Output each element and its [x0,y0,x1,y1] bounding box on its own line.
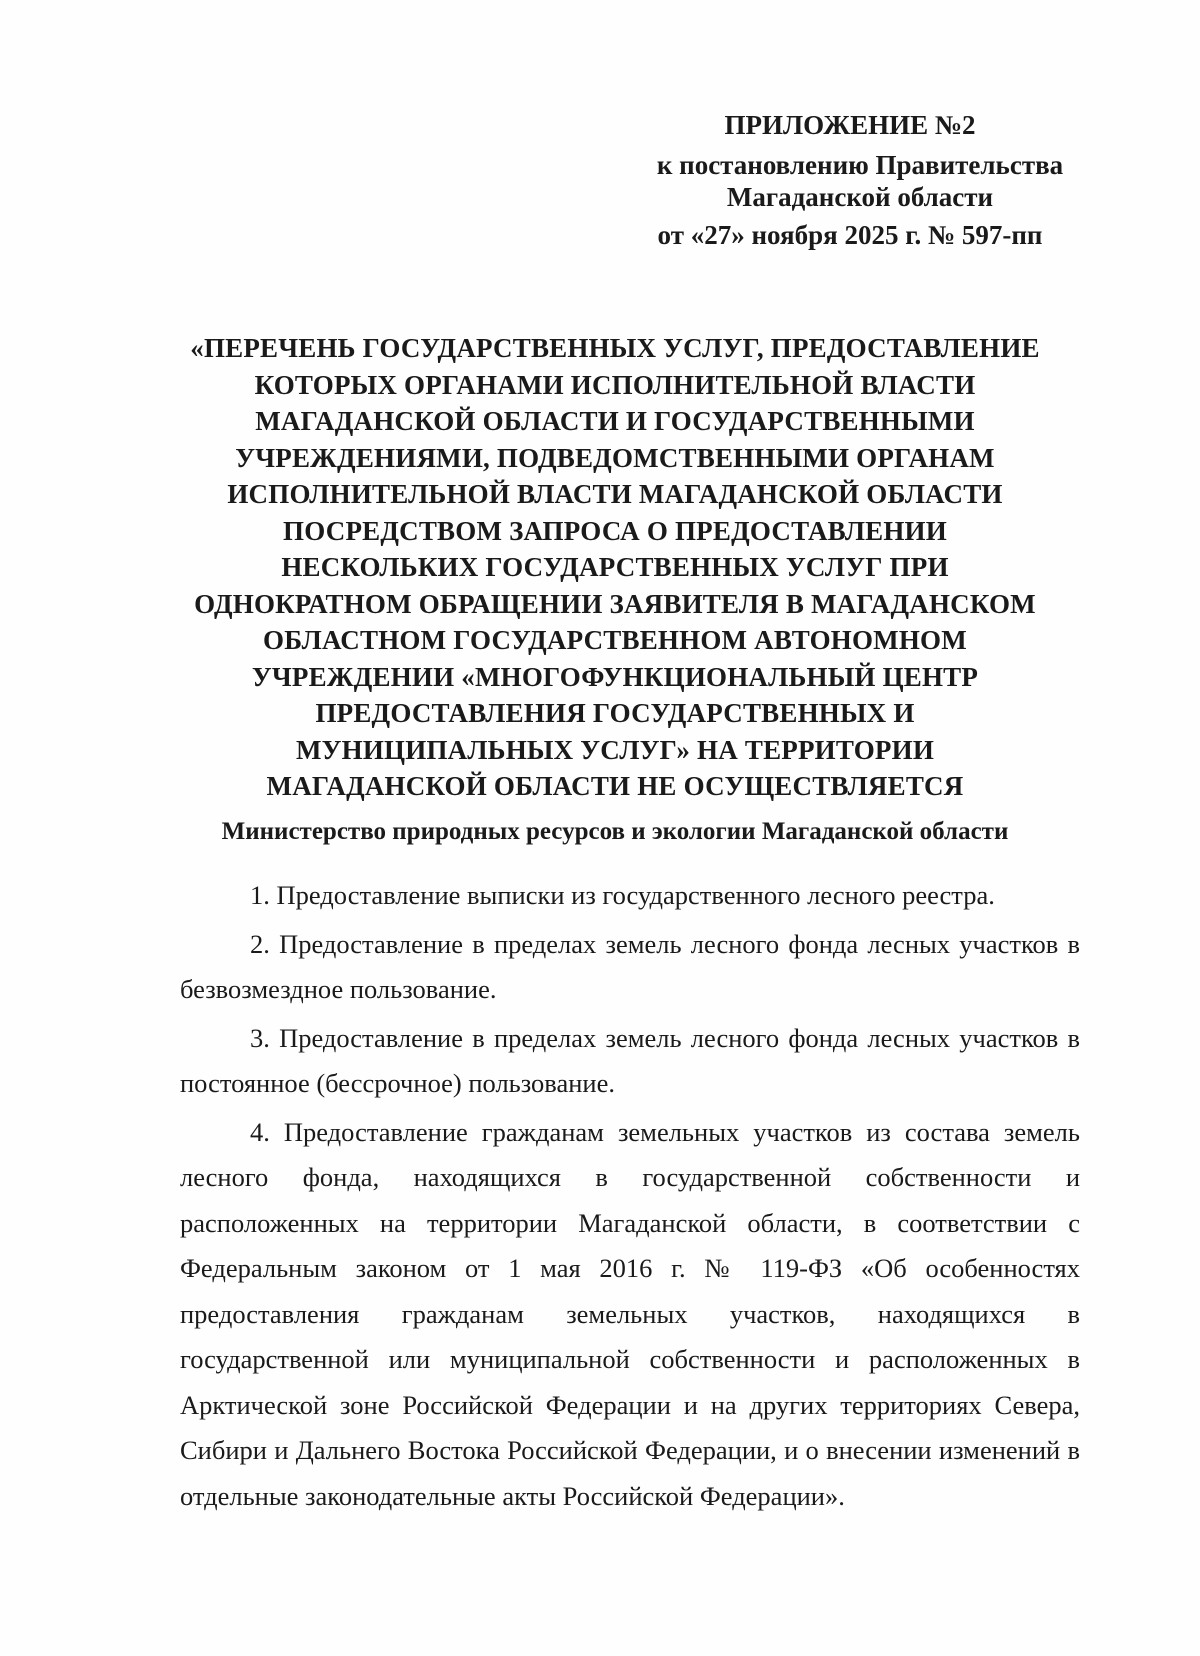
title-line: МАГАДАНСКОЙ ОБЛАСТИ НЕ ОСУЩЕСТВЛЯЕТСЯ [266,771,964,801]
title-line: МАГАДАНСКОЙ ОБЛАСТИ И ГОСУДАРСТВЕННЫМИ [255,406,975,436]
appendix-date: от «27» ноября 2025 г. № 597-пп [657,220,1043,250]
list-item: 3. Предоставление в пределах земель лесного фонда лесных участков в постоянное (бессрочное) пользование. [180,1022,1080,1098]
document-title [150,330,1080,805]
services-list [180,873,1080,1522]
title-line: УЧРЕЖДЕНИЯМИ, ПОДВЕДОМСТВЕННЫМИ ОРГАНАМ [235,442,995,473]
title-line: «ПЕРЕЧЕНЬ ГОСУДАРСТВЕННЫХ УСЛУГ, ПРЕДОСТАВЛЕНИЕ [190,333,1040,363]
list-item: 4. Предоставление гражданам земельных участков из состава земель лесного фонда, находящихся в государственной собственности и расположенных на территории Магаданской области, в соответствии с Федеральным законом от 1 мая 2016 г. № 119-ФЗ «Об особенностях предоставления гражданам земельных участков, находящихся в государственной или муниципальной собственности и расположенных в Арктической зоне Российской Федерации и на других территориях Севера, Сибири и Дальнего Востока Российской Федерации, и о внесении изменений в отдельные законодательные акты Российской Федерации». [180,1116,1080,1511]
list-item: 1. Предоставление выписки из государственного лесного реестра. [250,880,995,910]
appendix-title: ПРИЛОЖЕНИЕ №2 [724,110,976,140]
title-line: ОДНОКРАТНОМ ОБРАЩЕНИИ ЗАЯВИТЕЛЯ В МАГАДАНСКОМ [194,588,1036,619]
ministry-heading: Министерство природных ресурсов и экологии Магаданской области [221,818,1009,845]
title-line: НЕСКОЛЬКИХ ГОСУДАРСТВЕННЫХ УСЛУГ ПРИ [281,552,949,582]
appendix-reference: к постановлению Правительства [656,150,1064,180]
title-line: УЧРЕЖДЕНИИ «МНОГОФУНКЦИОНАЛЬНЫЙ ЦЕНТР [251,661,979,692]
appendix-region: Магаданской области [726,182,994,212]
title-line: МУНИЦИПАЛЬНЫХ УСЛУГ» НА ТЕРРИТОРИИ [295,734,935,765]
title-line: ОБЛАСТНОМ ГОСУДАРСТВЕННОМ АВТОНОМНОМ [263,625,967,655]
title-line: ПОСРЕДСТВОМ ЗАПРОСА О ПРЕДОСТАВЛЕНИИ [283,515,947,546]
title-line: КОТОРЫХ ОРГАНАМИ ИСПОЛНИТЕЛЬНОЙ ВЛАСТИ [254,369,976,400]
title-line: ПРЕДОСТАВЛЕНИЯ ГОСУДАРСТВЕННЫХ И [315,698,915,728]
list-item: 2. Предоставление в пределах земель лесного фонда лесных участков в безвозмездное пользование. [180,928,1080,1004]
title-line: ИСПОЛНИТЕЛЬНОЙ ВЛАСТИ МАГАДАНСКОЙ ОБЛАСТИ [227,479,1003,509]
